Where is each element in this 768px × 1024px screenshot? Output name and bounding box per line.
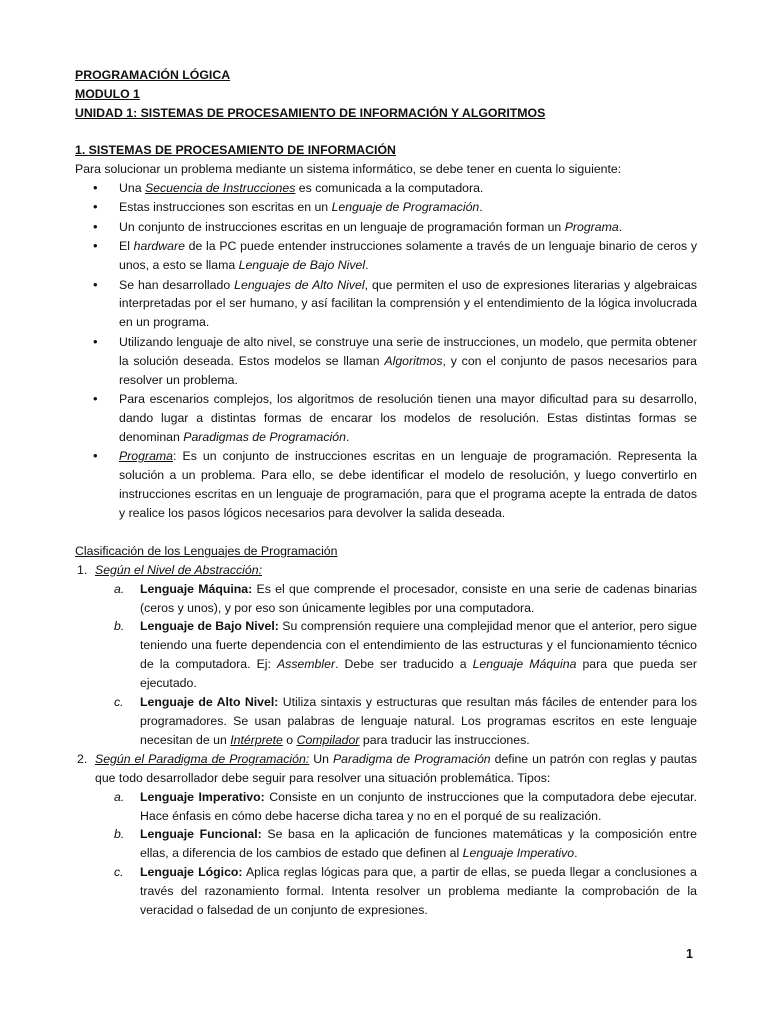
document-page	[75, 66, 697, 920]
classification-item-label: Según el Paradigma de Programación:	[95, 751, 310, 766]
classification-list	[75, 561, 697, 920]
sub-item: a. Lenguaje Imperativo: Consiste en un conjunto de instrucciones que la computadora debe ejecutar. Hace énfasis en cómo debe hacerse dicha tarea y no en el porqué de su realización.	[114, 789, 697, 823]
sub-item: c. Lenguaje Lógico: Aplica reglas lógicas para que, a partir de ellas, se pueda llegar a conclusiones a través del razonamiento formal. Intenta resolver un problema mediante la comprobación de la veracidad o falsedad de un conjunto de expresiones.	[114, 865, 697, 918]
bullet-item: • Programa: Es un conjunto de instrucciones escritas en un lenguaje de programación. Representa la solución a un problema. Para ello, se debe identificar el modelo de resolución, y luego convertirlo en instrucciones escritas en un lenguaje de programación, para que el programa acepte la entrada de datos y realice los pasos lógicos necesarios para devolver la salida deseada.	[75, 447, 697, 523]
classification-title: Clasificación de los Lenguajes de Programación	[75, 543, 338, 558]
sub-item: c. Lenguaje de Alto Nivel: Utiliza sintaxis y estructuras que resultan más fáciles de entender para los programadores. Se usan palabras de lenguaje natural. Los programas escritos en este lenguaje necesitan de un Intérprete o Compilador para traducir las instrucciones.	[114, 695, 698, 747]
sub-list	[95, 580, 697, 750]
page-number: 1	[686, 947, 693, 961]
section-1-intro: Para solucionar un problema mediante un sistema informático, se debe tener en cuenta lo siguiente:	[75, 161, 622, 176]
classification-item-abstraction: 1. Según el Nivel de Abstracción: a. Lenguaje Máquina: Es el que comprende el procesador, consiste en una serie de cadenas binarias (ceros y unos), y por eso son únicamente legibles por una computadora. b. Lenguaje de Bajo Nivel: Su comprensión requiere una complejidad menor que el anterior, pero sigue teniendo una fuerte dependencia con el entendimiento de las estructuras y el funcionamiento técnico de la computadora. Ej: Assembler. Debe ser traducido a Lenguaje Máquina para que pueda ser ejecutado. c. Lenguaje de Alto Nivel: Utiliza sintaxis y estructuras que resultan más fáciles de entender para los programadores. Se usan palabras de lenguaje natural. Los programas escritos en este lenguaje necesitan de un Intérprete o Compilador para traducir las instrucciones.	[75, 561, 697, 750]
classification-item-paradigm: 2. Según el Paradigma de Programación: Un Paradigma de Programación define un patrón con reglas y pautas que todo desarrollador debe seguir para resolver una situación problemática. Tipos: a. Lenguaje Imperativo: Consiste en un conjunto de instrucciones que la computadora debe ejecutar. Hace énfasis en cómo debe hacerse dicha tarea y no en el porqué de su realización. b. Lenguaje Funcional: Se basa en la aplicación de funciones matemáticas y la composición entre ellas, a diferencia de los cambios de estado que definen al Lenguaje Imperativo. c. Lenguaje Lógico: Aplica reglas lógicas para que, a partir de ellas, se pueda llegar a conclusiones a través del razonamiento formal. Intenta resolver un problema mediante la comprobación de la veracidad o falsedad de un conjunto de expresiones.	[75, 750, 697, 920]
document-header	[75, 66, 697, 123]
classification-item-label: Según el Nivel de Abstracción:	[95, 562, 263, 577]
section-1-title: 1. SISTEMAS DE PROCESAMIENTO DE INFORMACIÓN	[75, 142, 396, 157]
bullet-item: • Un conjunto de instrucciones escritas en un lenguaje de programación forman un Programa.	[75, 218, 697, 237]
spacer	[75, 523, 697, 542]
module-title: MODULO 1	[75, 86, 140, 101]
bullet-item: • Para escenarios complejos, los algoritmos de resolución tienen una mayor dificultad para su desarrollo, dando lugar a distintas formas de encarar los modelos de resolución. Estas distintas formas se denominan Paradigmas de Programación.	[75, 390, 697, 447]
bullet-item: • El hardware de la PC puede entender instrucciones solamente a través de un lenguaje binario de ceros y unos, a esto se llama Lenguaje de Bajo Nivel.	[75, 237, 697, 275]
bullet-item: • Utilizando lenguaje de alto nivel, se construye una serie de instrucciones, un modelo, que permita obtener la solución deseada. Estos modelos se llaman Algoritmos, y con el conjunto de pasos necesarios para resolver un problema.	[75, 333, 697, 390]
sub-list	[95, 788, 697, 920]
bullet-item: • Se han desarrollado Lenguajes de Alto Nivel, que permiten el uso de expresiones literarias y algebraicas interpretadas por el ser humano, y así facilitan la comprensión y el entendimiento de la lógica involucrada en un programa.	[75, 276, 697, 333]
unit-title: UNIDAD 1: SISTEMAS DE PROCESAMIENTO DE INFORMACIÓN Y ALGORITMOS	[75, 105, 546, 120]
sub-item: b. Lenguaje de Bajo Nivel: Su comprensión requiere una complejidad menor que el anterior, pero sigue teniendo una fuerte dependencia con el entendimiento de las estructuras y el funcionamiento técnico de la computadora. Ej: Assembler. Debe ser traducido a Lenguaje Máquina para que pueda ser ejecutado.	[114, 619, 697, 691]
section-1-bullet-list	[75, 179, 697, 523]
sub-item: a. Lenguaje Máquina: Es el que comprende el procesador, consiste en una serie de cadenas binarias (ceros y unos), y por eso son únicamente legibles por una computadora.	[114, 581, 697, 615]
document-title: PROGRAMACIÓN LÓGICA	[75, 68, 231, 82]
bullet-item: • Estas instrucciones son escritas en un Lenguaje de Programación.	[75, 198, 697, 217]
sub-item: b. Lenguaje Funcional: Se basa en la aplicación de funciones matemáticas y la composición entre ellas, a diferencia de los cambios de estado que definen al Lenguaje Imperativo.	[114, 827, 697, 861]
bullet-item: • Una Secuencia de Instrucciones es comunicada a la computadora.	[75, 179, 697, 198]
